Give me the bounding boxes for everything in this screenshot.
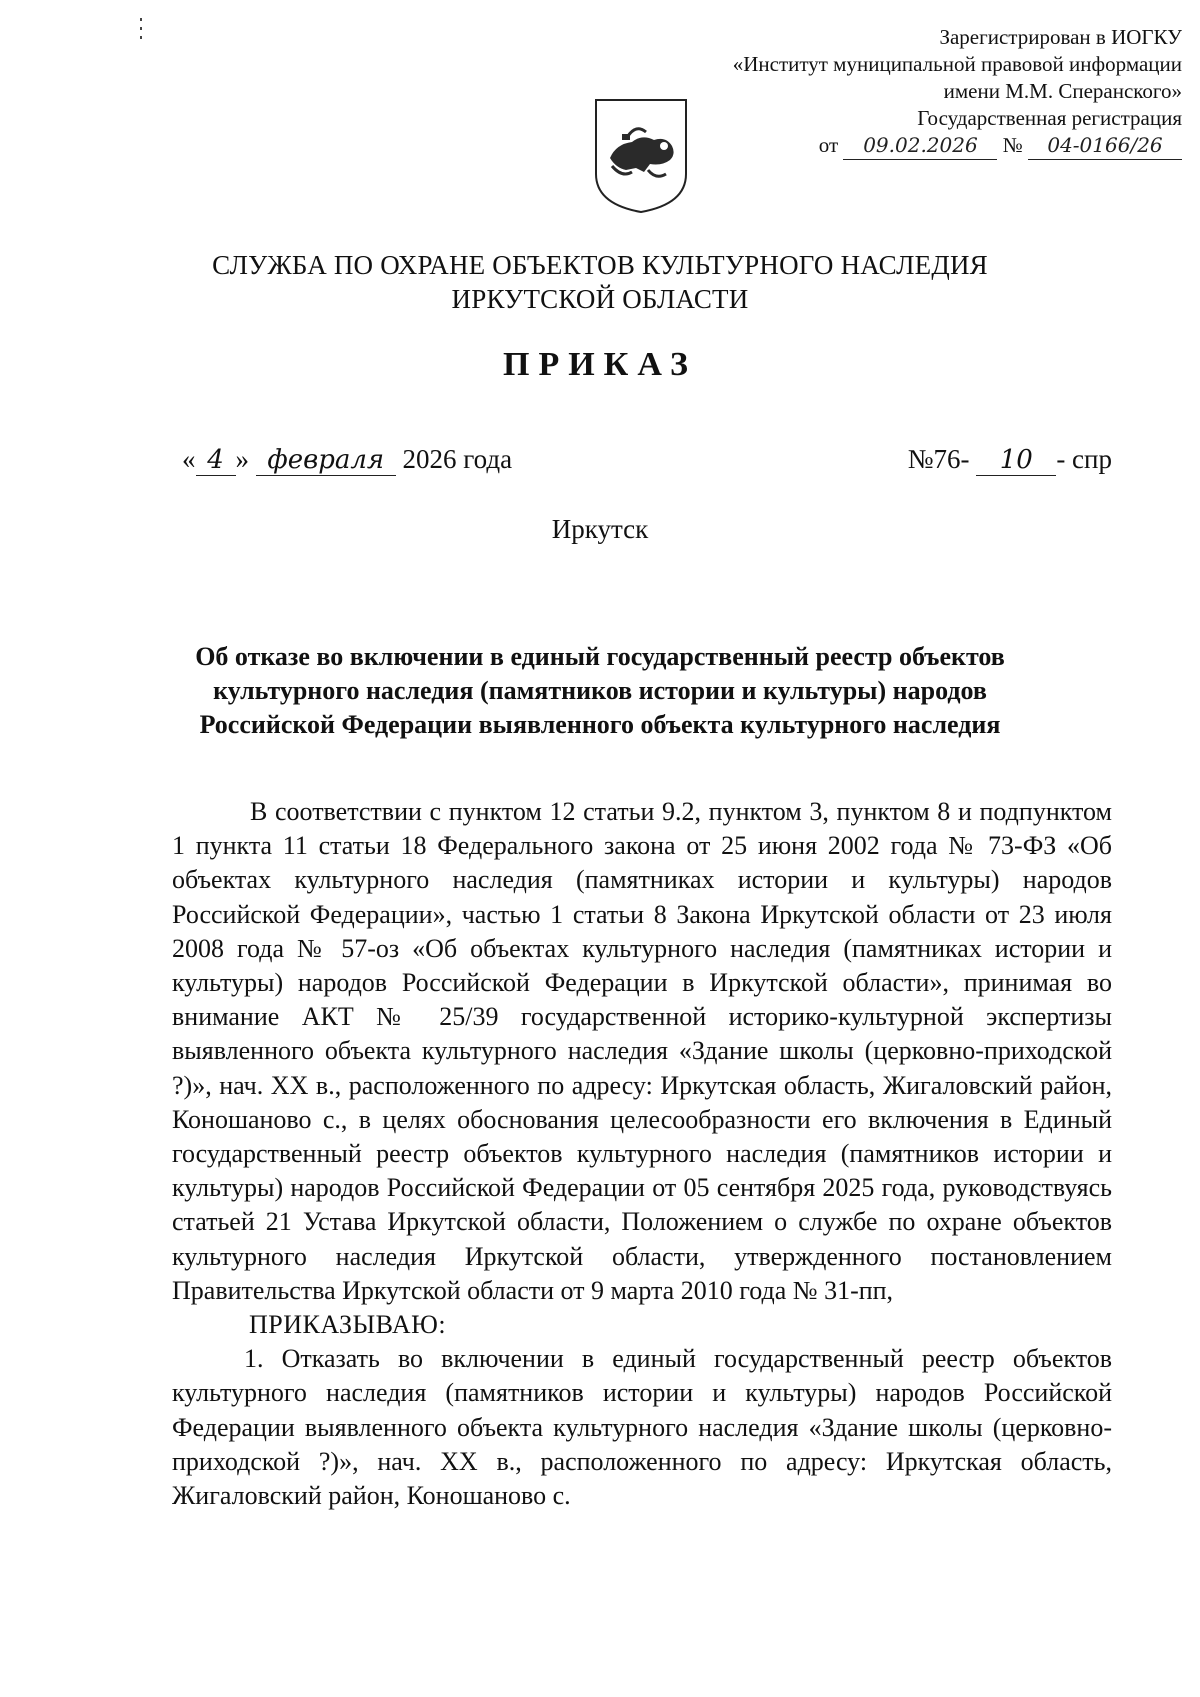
organization-name bbox=[0, 248, 1200, 316]
preamble-paragraph: В соответствии с пунктом 12 статьи 9.2, пунктом 3, пунктом 8 и подпунктом 1 пункта 11 статьи 18 Федерального закона от 25 июня 2002 года № 73-ФЗ «Об объектах культурного наследия (памятниках истории и культуры) народов Российской Федерации», частью 1 статьи 8 Закона Иркутской области от 23 июля 2008 года № 57-оз «Об объектах культурного наследия (памятниках истории и культуры) народов Российской Федерации в Иркутской области», принимая во внимание АКТ № 25/39 государственной историко-культурной экспертизы выявленного объекта культурного наследия «Здание школы (церковно-приходской ?)», нач. XX в., расположенного по адресу: Иркутская область, Жигаловский район, Коношаново с., в целях обоснования целесообразности его включения в Единый государственный реестр объектов культурного наследия (памятников истории и культуры) народов Российской Федерации от 05 сентября 2025 года, руководствуясь статьей 21 Устава Иркутской области, Положением о службе по охране объектов культурного наследия Иркутской области, утвержденного постановлением Правительства Иркутской области от 9 марта 2010 года № 31-пп, bbox=[172, 797, 1112, 1305]
order-subject: Об отказе во включении в единый государственный реестр объектов культурного наследия (памятников истории и культуры) народов Российской Федерации выявленного объекта культурного наследия bbox=[195, 642, 1005, 739]
registration-line-4: Государственная регистрация bbox=[917, 106, 1182, 130]
registration-line-2: «Институт муниципальной правовой информации bbox=[732, 52, 1182, 76]
order-number-prefix: №76- bbox=[907, 444, 970, 474]
registration-number-label: № bbox=[1002, 133, 1023, 157]
document-type-title: ПРИКАЗ bbox=[503, 346, 697, 383]
order-body bbox=[172, 795, 1112, 1513]
registration-stamp bbox=[662, 24, 1182, 160]
registration-date-number bbox=[662, 132, 1182, 160]
order-item-1: 1. Отказать во включении в единый государственный реестр объектов культурного наследия (памятников истории и культуры) народов Российской Федерации выявленного объекта культурного наследия «Здание школы (церковно-приходской ?)», нач. XX в., расположенного по адресу: Иркутская область, Жигаловский район, Коношаново с. bbox=[172, 1344, 1112, 1511]
order-number-suffix: - спр bbox=[1056, 444, 1112, 474]
city: Иркутск bbox=[551, 514, 649, 544]
registration-date-handwritten: 09.02.2026 bbox=[843, 132, 997, 160]
registration-line-3: имени М.М. Сперанского» bbox=[943, 79, 1182, 103]
scan-artifact-dots bbox=[140, 12, 144, 45]
organization-line-1: СЛУЖБА ПО ОХРАНЕ ОБЪЕКТОВ КУЛЬТУРНОГО НАСЛЕДИЯ bbox=[212, 250, 988, 280]
registration-number-handwritten: 04-0166/26 bbox=[1028, 132, 1182, 160]
date-month-handwritten: февраля bbox=[256, 445, 396, 476]
date-day-handwritten: 4 bbox=[196, 445, 236, 476]
date-open-quote: « bbox=[182, 444, 196, 474]
registration-from-label: от bbox=[818, 133, 839, 157]
coat-of-arms-emblem bbox=[592, 96, 690, 216]
date-year: 2026 года bbox=[402, 444, 513, 474]
registration-line-1: Зарегистрирован в ИОГКУ bbox=[939, 25, 1182, 49]
order-date bbox=[182, 444, 512, 476]
order-number bbox=[908, 444, 1112, 476]
order-word: ПРИКАЗЫВАЮ: bbox=[249, 1310, 447, 1340]
organization-line-2: ИРКУТСКОЙ ОБЛАСТИ bbox=[451, 284, 749, 314]
date-close-quote: » bbox=[235, 444, 249, 474]
order-number-handwritten: 10 bbox=[976, 445, 1056, 476]
